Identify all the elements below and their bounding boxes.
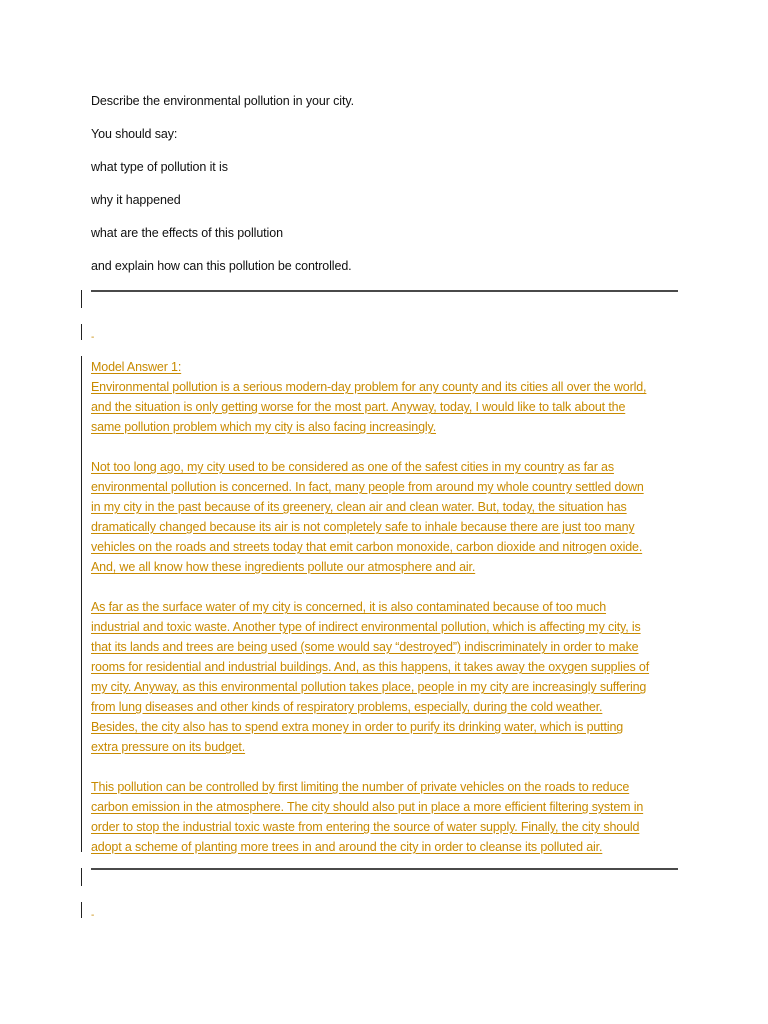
answer-line: dramatically changed because its air is not completely safe to inhale because there are just too many: [91, 520, 635, 534]
empty-paragraph-mark: -: [91, 332, 95, 343]
change-bar: [81, 356, 82, 852]
prompt-point: why it happened: [91, 193, 181, 207]
paragraph-gap: [91, 577, 683, 597]
change-bar: [81, 324, 82, 340]
answer-line: extra pressure on its budget.: [91, 740, 246, 754]
answer-line: vehicles on the roads and streets today that emit carbon monoxide, carbon dioxide and nitrogen oxide.: [91, 540, 643, 554]
prompt-point: what type of pollution it is: [91, 160, 228, 174]
answer-line: This pollution can be controlled by first limiting the number of private vehicles on the roads to reduce: [91, 780, 630, 794]
answer-line: in my city in the past because of its greenery, clean air and clean water. But, today, the situation has: [91, 500, 627, 514]
change-bar: [81, 290, 82, 308]
answer-line: that its lands and trees are being used (some would say “destroyed”) indiscriminately in order to make: [91, 640, 639, 654]
answer-line: rooms for residential and industrial buildings. And, as this happens, it takes away the oxygen supplies of: [91, 660, 650, 674]
answer-line: order to stop the industrial toxic waste from entering the source of water supply. Finally, the city should: [91, 820, 640, 834]
prompt-point: and explain how can this pollution be controlled.: [91, 259, 352, 273]
answer-line: And, we all know how these ingredients pollute our atmosphere and air.: [91, 560, 476, 574]
answer-line: my city. Anyway, as this environmental pollution takes place, people in my city are increasingly suffering: [91, 680, 647, 694]
answer-line: and the situation is only getting worse for the most part. Anyway, today, I would like to talk about the: [91, 400, 626, 414]
answer-line: same pollution problem which my city is also facing increasingly.: [91, 420, 437, 434]
answer-line: environmental pollution is concerned. In fact, many people from around my whole country settled down: [91, 480, 644, 494]
answer-line: from lung diseases and other kinds of respiratory problems, especially, during the cold weather.: [91, 700, 603, 714]
prompt-point: what are the effects of this pollution: [91, 226, 283, 240]
paragraph-gap: [91, 757, 683, 777]
answer-line: industrial and toxic waste. Another type of indirect environmental pollution, which is affecting my city, is: [91, 620, 641, 634]
prompt-intro: You should say:: [91, 127, 178, 141]
answer-line: adopt a scheme of planting more trees in and around the city in order to cleanse its polluted air.: [91, 840, 603, 854]
paragraph-gap: [91, 437, 683, 457]
model-answer: [91, 357, 683, 857]
answer-line: Besides, the city also has to spend extra money in order to purify its drinking water, which is putting: [91, 720, 624, 734]
horizontal-rule: [91, 868, 678, 870]
answer-heading: Model Answer 1:: [91, 360, 182, 374]
answer-line: Environmental pollution is a serious modern-day problem for any county and its cities all over the world,: [91, 380, 647, 394]
answer-line: As far as the surface water of my city is concerned, it is also contaminated because of too much: [91, 600, 607, 614]
prompt-title: Describe the environmental pollution in your city.: [91, 94, 354, 108]
change-bar: [81, 868, 82, 886]
answer-line: carbon emission in the atmosphere. The city should also put in place a more efficient filtering system in: [91, 800, 644, 814]
change-bar: [81, 902, 82, 918]
horizontal-rule: [91, 290, 678, 292]
empty-paragraph-mark: -: [91, 910, 95, 921]
answer-line: Not too long ago, my city used to be considered as one of the safest cities in my country as far as: [91, 460, 614, 474]
